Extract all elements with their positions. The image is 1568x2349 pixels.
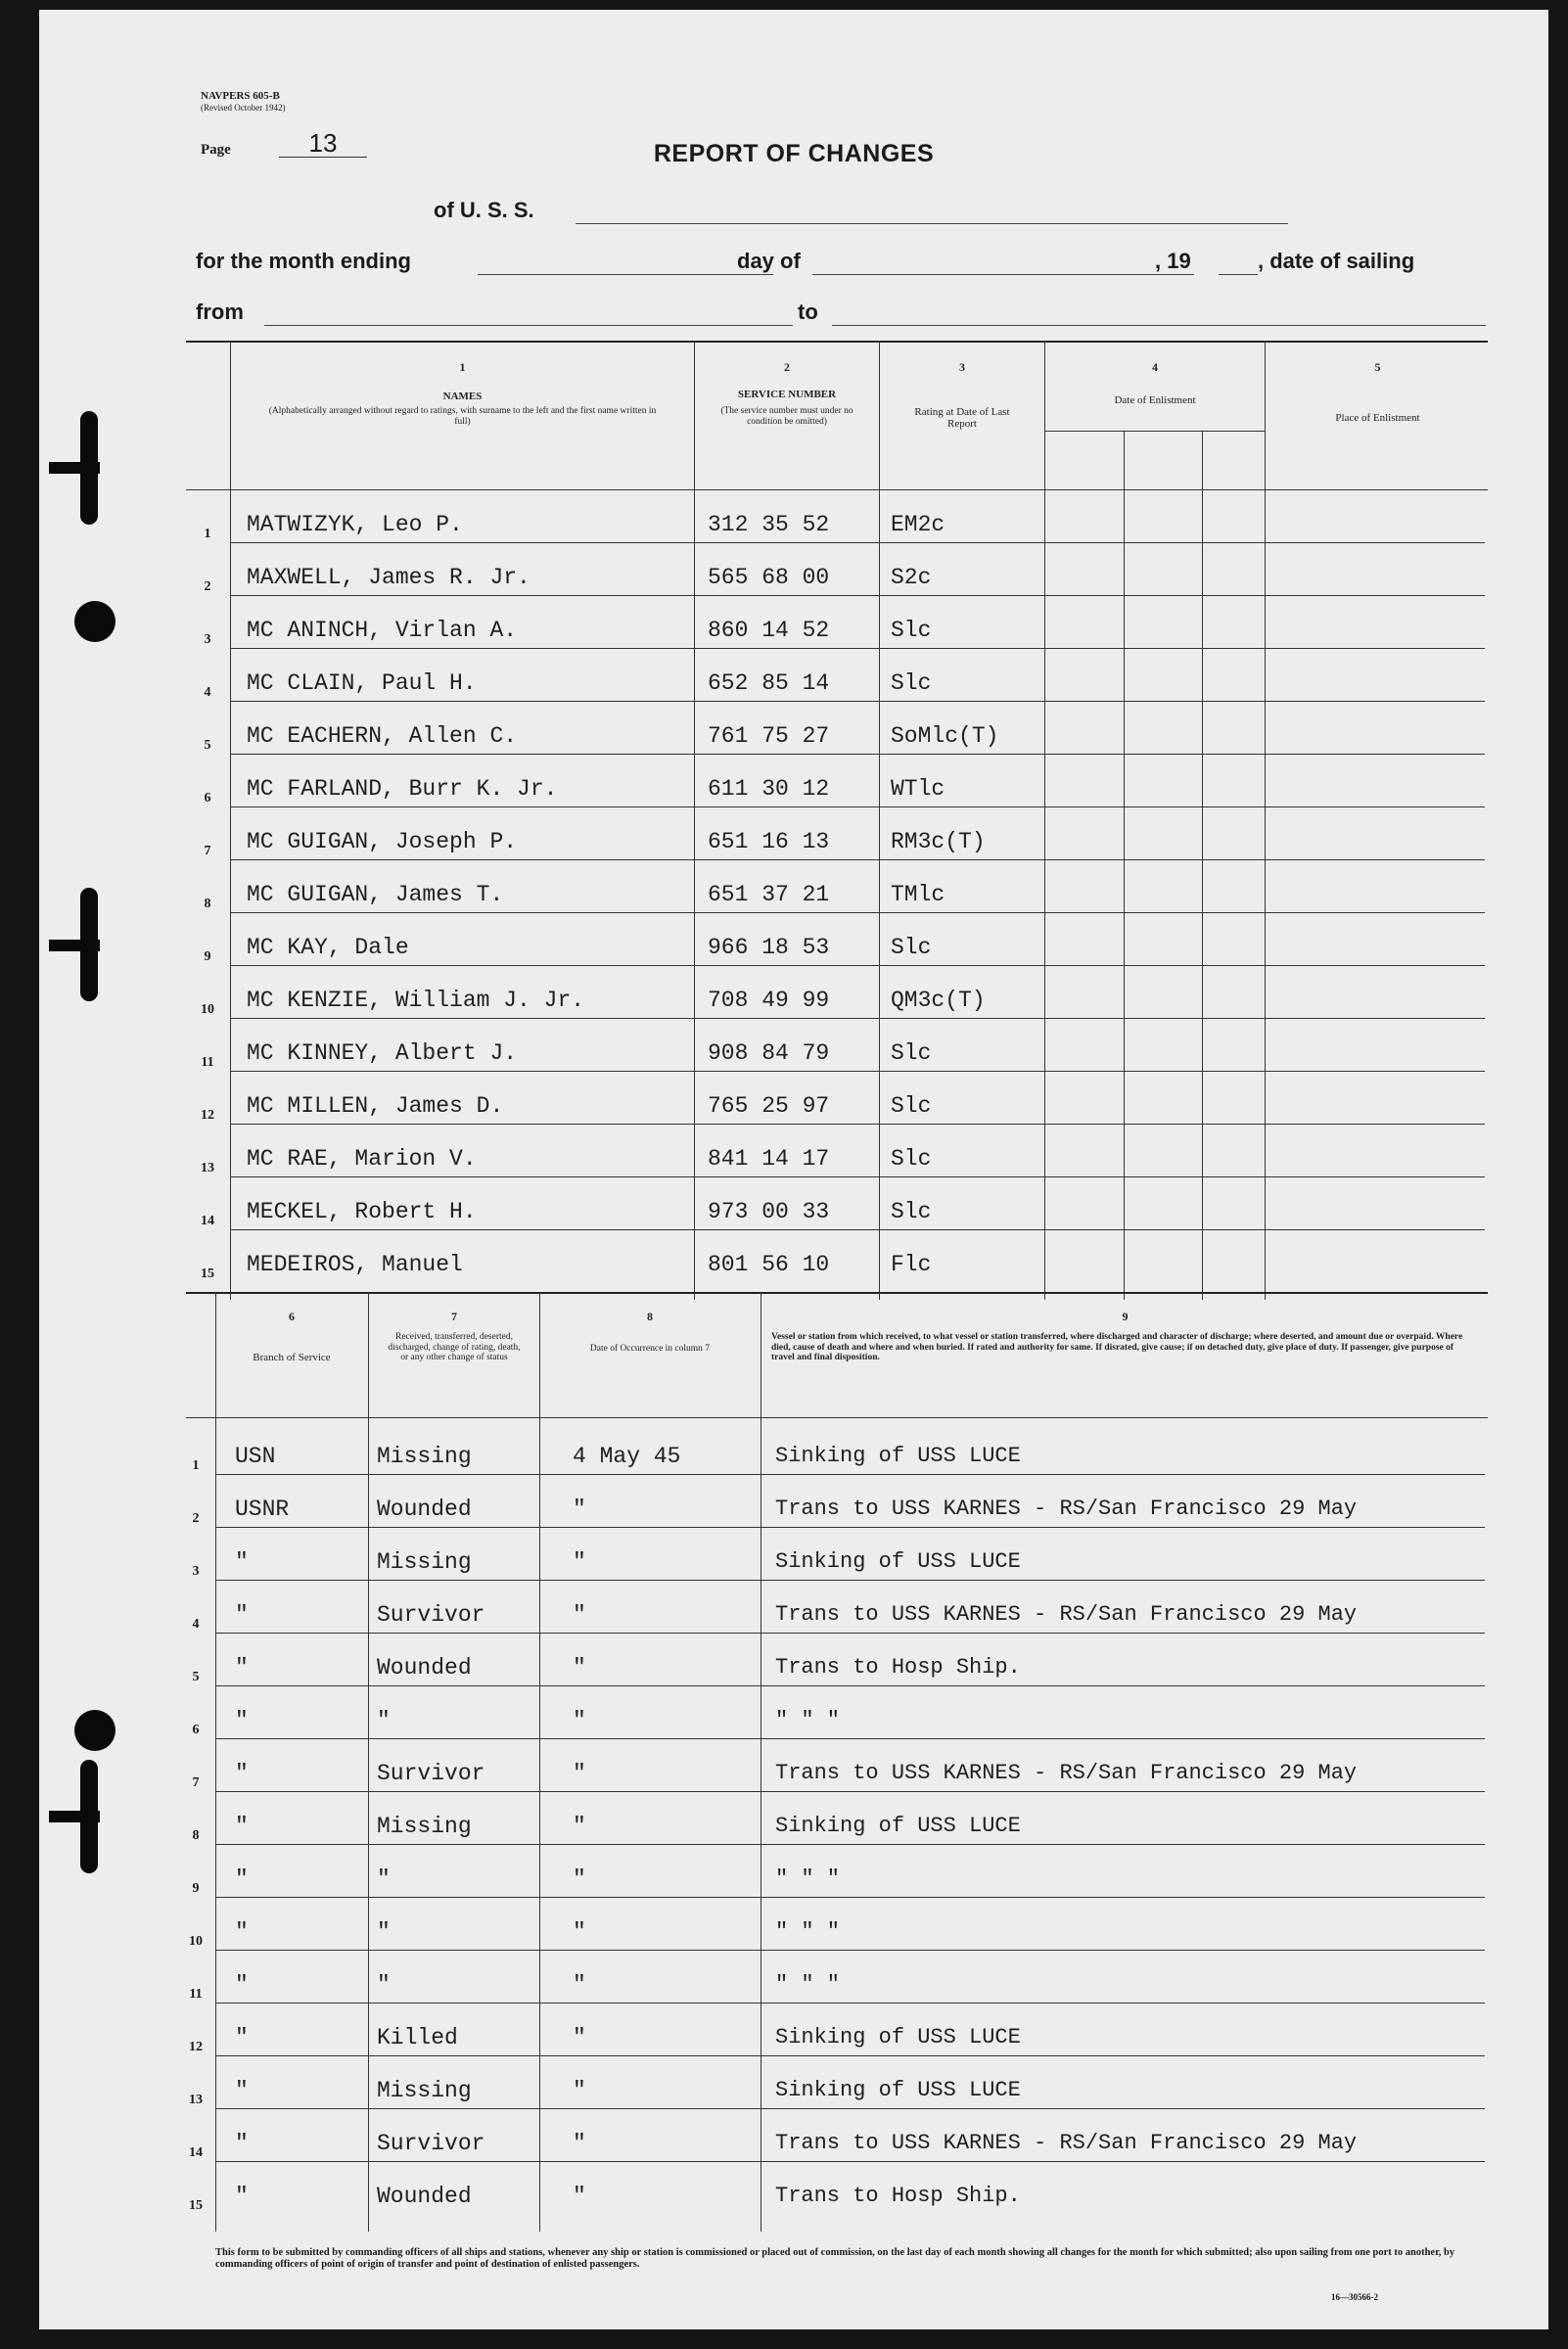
remarks-cell: Trans to USS KARNES - RS/San Francisco 29 May <box>775 1602 1358 1627</box>
status-cell: " <box>377 1866 391 1892</box>
upper-col-line-5 <box>1265 341 1266 1300</box>
lower-row-rule <box>215 1633 1485 1634</box>
header-names-number: 1 <box>459 360 466 374</box>
row-number: 10 <box>201 1002 214 1017</box>
row-number: 3 <box>192 1564 200 1579</box>
status-cell: Missing <box>377 2078 472 2103</box>
upper-row-rule <box>230 1018 1485 1019</box>
status-cell: Missing <box>377 1444 472 1469</box>
row-number: 1 <box>192 1458 200 1473</box>
lower-col-line-2 <box>368 1292 369 2232</box>
service-number-cell: 765 25 97 <box>708 1093 830 1119</box>
upper-row-rule <box>230 806 1485 807</box>
day-of-label: day of <box>737 249 801 273</box>
branch-cell: " <box>235 1972 249 1998</box>
branch-cell: " <box>235 1919 249 1945</box>
form-sheet <box>39 10 1548 2329</box>
ship-name-field <box>576 223 1288 224</box>
from-field <box>264 325 793 326</box>
upper-col-line-4a <box>1124 431 1125 1300</box>
date-cell: " <box>573 1708 586 1733</box>
header-service-number <box>697 360 877 427</box>
header-enlistment-place <box>1268 360 1488 424</box>
row-number: 5 <box>204 738 211 753</box>
row-number: 4 <box>192 1617 200 1632</box>
month-ending-label: for the month ending <box>196 249 411 273</box>
header-date-occurrence <box>542 1310 758 1355</box>
row-number: 12 <box>201 1108 214 1123</box>
service-number-cell: 841 14 17 <box>708 1146 830 1172</box>
upper-row-rule <box>230 595 1485 596</box>
branch-cell: " <box>235 2184 249 2209</box>
row-number: 8 <box>204 897 211 911</box>
remarks-cell: " " " <box>775 1708 841 1732</box>
service-number-cell: 801 56 10 <box>708 1252 830 1277</box>
date-cell: " <box>573 2131 586 2156</box>
date-cell: " <box>573 1814 586 1839</box>
row-number: 10 <box>189 1934 203 1949</box>
status-cell: Missing <box>377 1814 472 1839</box>
name-cell: MATWIZYK, Leo P. <box>247 512 463 537</box>
header-service-number-note: (The service number must under no condition be omitted) <box>720 406 853 427</box>
status-cell: " <box>377 1919 391 1945</box>
name-cell: MC GUIGAN, James T. <box>247 882 504 907</box>
upper-row-rule <box>230 859 1485 860</box>
upper-col-line-1 <box>230 341 231 1300</box>
lower-col-line-1 <box>215 1292 216 2232</box>
footer-form-code: 16—30566-2 <box>1331 2292 1378 2302</box>
service-number-cell: 565 68 00 <box>708 565 830 590</box>
name-cell: MC MILLEN, James D. <box>247 1093 504 1119</box>
form-title: REPORT OF CHANGES <box>653 140 935 167</box>
header-status-change-number: 7 <box>451 1310 457 1323</box>
punch-hole-1 <box>74 601 115 642</box>
enlistment-date-subrule <box>1044 431 1265 432</box>
row-number: 15 <box>189 2198 203 2213</box>
date-cell: " <box>573 1866 586 1892</box>
row-number: 15 <box>201 1267 214 1281</box>
upper-row-rule <box>230 912 1485 913</box>
day-of-field <box>812 274 1194 275</box>
upper-row-rule <box>230 965 1485 966</box>
branch-cell: " <box>235 1549 249 1575</box>
header-names-label: NAMES <box>442 391 483 402</box>
lower-row-rule <box>215 2161 1485 2162</box>
upper-header-bottom-rule <box>186 489 1488 490</box>
branch-cell: USN <box>235 1444 276 1469</box>
upper-row-rule <box>230 1071 1485 1072</box>
year-field <box>1219 274 1258 275</box>
row-number: 13 <box>201 1161 214 1175</box>
header-status-change-label: Received, transferred, deserted, discharged, change of rating, death, or any other change of status <box>388 1332 521 1362</box>
rating-cell: RM3c(T) <box>891 829 986 854</box>
service-number-cell: 708 49 99 <box>708 988 830 1013</box>
row-number: 5 <box>192 1670 200 1684</box>
branch-cell: " <box>235 1602 249 1628</box>
status-cell: Wounded <box>377 2184 472 2209</box>
date-cell: " <box>573 2078 586 2103</box>
date-cell: " <box>573 1549 586 1575</box>
row-number: 14 <box>201 1214 214 1228</box>
page-number: 13 <box>279 129 367 158</box>
header-remarks-number: 9 <box>1122 1310 1129 1323</box>
rating-cell: Slc <box>891 670 932 696</box>
service-number-cell: 908 84 79 <box>708 1040 830 1066</box>
service-number-cell: 651 16 13 <box>708 829 830 854</box>
rating-cell: S2c <box>891 565 932 590</box>
header-rating-label: Rating at Date of Last Report <box>914 406 1010 430</box>
rating-cell: QM3c(T) <box>891 988 986 1013</box>
header-date-occurrence-label: Date of Occurrence in column 7 <box>589 1344 711 1354</box>
name-cell: MC CLAIN, Paul H. <box>247 670 477 696</box>
row-number: 9 <box>204 949 211 964</box>
lower-table-top-rule <box>186 1292 1488 1294</box>
row-number: 1 <box>204 527 211 541</box>
branch-cell: " <box>235 1708 249 1733</box>
branch-cell: " <box>235 2025 249 2050</box>
to-field <box>832 325 1486 326</box>
branch-cell: " <box>235 2131 249 2156</box>
rating-cell: SoMlc(T) <box>891 723 999 749</box>
branch-cell: " <box>235 1761 249 1786</box>
date-of-sailing-label: , date of sailing <box>1258 249 1415 273</box>
status-cell: Missing <box>377 1549 472 1575</box>
lower-row-rule <box>215 1897 1485 1898</box>
remarks-cell: " " " <box>775 1866 841 1891</box>
header-rating-number: 3 <box>959 360 965 374</box>
row-number: 2 <box>192 1511 200 1526</box>
remarks-cell: Trans to Hosp Ship. <box>775 2184 1021 2208</box>
row-number: 3 <box>204 632 211 647</box>
service-number-cell: 860 14 52 <box>708 618 830 643</box>
header-date-occurrence-number: 8 <box>647 1310 653 1323</box>
header-names-note: (Alphabetically arranged without regard to ratings, with surname to the left and the first name written in full) <box>268 406 657 427</box>
to-label: to <box>798 299 818 324</box>
form-revision: (Revised October 1942) <box>201 103 286 113</box>
name-cell: MC KENZIE, William J. Jr. <box>247 988 585 1013</box>
branch-cell: " <box>235 1655 249 1681</box>
remarks-cell: " " " <box>775 1972 841 1997</box>
service-number-cell: 761 75 27 <box>708 723 830 749</box>
status-cell: Wounded <box>377 1497 472 1522</box>
branch-cell: " <box>235 2078 249 2103</box>
upper-table-top-rule <box>186 341 1488 343</box>
remarks-cell: Sinking of USS LUCE <box>775 1549 1021 1574</box>
status-cell: Survivor <box>377 1602 485 1628</box>
status-cell: Killed <box>377 2025 458 2050</box>
upper-col-line-4b <box>1202 431 1203 1300</box>
year-label: , 19 <box>1155 249 1191 273</box>
header-branch <box>218 1310 365 1363</box>
lower-row-rule <box>215 1738 1485 1739</box>
header-service-number-label: SERVICE NUMBER <box>737 389 837 400</box>
remarks-cell: Sinking of USS LUCE <box>775 1444 1021 1468</box>
date-cell: 4 May 45 <box>573 1444 681 1469</box>
upper-col-line-4 <box>1044 341 1045 1300</box>
upper-row-rule <box>230 701 1485 702</box>
remarks-cell: Sinking of USS LUCE <box>775 2078 1021 2102</box>
service-number-cell: 312 35 52 <box>708 512 830 537</box>
name-cell: MC EACHERN, Allen C. <box>247 723 518 749</box>
upper-row-rule <box>230 754 1485 755</box>
header-enlistment-place-label: Place of Enlistment <box>1335 412 1420 424</box>
remarks-cell: Trans to Hosp Ship. <box>775 1655 1021 1680</box>
form-number: NAVPERS 605-B <box>201 90 280 102</box>
row-number: 7 <box>192 1775 200 1790</box>
branch-cell: USNR <box>235 1497 290 1522</box>
rating-cell: Slc <box>891 935 932 960</box>
rating-cell: WTlc <box>891 776 945 802</box>
upper-row-rule <box>230 542 1485 543</box>
header-remarks-label: Vessel or station from which received, to what vessel or station transferred, where discharged and character of discharge; where deserted, and amount due or overpaid. Where died, cause of death and where and when buried. If rated and authority for same. If disrated, give cause; if on detached duty, give place of duty. If passenger, give purpose of travel and final disposition. <box>771 1332 1463 1362</box>
header-branch-label: Branch of Service <box>253 1352 331 1363</box>
lower-row-rule <box>215 2108 1485 2109</box>
lower-row-rule <box>215 1474 1485 1475</box>
date-cell: " <box>573 1602 586 1628</box>
row-number: 11 <box>201 1055 214 1070</box>
header-enlistment-place-number: 5 <box>1374 360 1381 374</box>
lower-row-rule <box>215 1950 1485 1951</box>
lower-header-bottom-rule <box>186 1417 1488 1418</box>
rating-cell: EM2c <box>891 512 945 537</box>
status-cell: Survivor <box>377 2131 485 2156</box>
footer-instructions: This form to be submitted by commanding officers of all ships and stations, whenever any ship or station is commissioned or placed out of commission, on the last day of each month showing all changes for the month for which submitted; also upon sailing from one port to another, by commanding officers of point of origin of transfer and point of destination of enlisted passengers. <box>215 2247 1455 2270</box>
date-cell: " <box>573 1919 586 1945</box>
row-number: 9 <box>192 1881 200 1896</box>
from-label: from <box>196 299 244 324</box>
row-number: 6 <box>204 791 211 806</box>
row-number: 14 <box>189 2145 203 2160</box>
service-number-cell: 966 18 53 <box>708 935 830 960</box>
header-enlistment-date <box>1047 360 1263 406</box>
lower-row-rule <box>215 1685 1485 1686</box>
status-cell: Survivor <box>377 1761 485 1786</box>
month-ending-field <box>478 274 773 275</box>
date-cell: " <box>573 1761 586 1786</box>
date-cell: " <box>573 2025 586 2050</box>
punch-hole-2 <box>74 1710 115 1751</box>
binder-clip-bottom-bar <box>49 1811 100 1822</box>
row-number: 12 <box>189 2040 203 2054</box>
status-cell: " <box>377 1708 391 1733</box>
remarks-cell: " " " <box>775 1919 841 1944</box>
page-label: Page <box>201 142 231 158</box>
name-cell: MECKEL, Robert H. <box>247 1199 477 1224</box>
row-number: 7 <box>204 844 211 858</box>
lower-col-line-3 <box>539 1292 540 2232</box>
rating-cell: Slc <box>891 1093 932 1119</box>
service-number-cell: 652 85 14 <box>708 670 830 696</box>
branch-cell: " <box>235 1814 249 1839</box>
row-number: 2 <box>204 579 211 594</box>
name-cell: MAXWELL, James R. Jr. <box>247 565 530 590</box>
lower-row-rule <box>215 2055 1485 2056</box>
header-service-number-number: 2 <box>784 360 790 374</box>
date-cell: " <box>573 1972 586 1998</box>
header-enlistment-date-number: 4 <box>1152 360 1158 374</box>
remarks-cell: Trans to USS KARNES - RS/San Francisco 29 May <box>775 2131 1358 2155</box>
rating-cell: Slc <box>891 1040 932 1066</box>
header-names <box>235 360 690 427</box>
upper-row-rule <box>230 648 1485 649</box>
service-number-cell: 973 00 33 <box>708 1199 830 1224</box>
name-cell: MEDEIROS, Manuel <box>247 1252 463 1277</box>
remarks-cell: Sinking of USS LUCE <box>775 2025 1021 2050</box>
status-cell: " <box>377 1972 391 1998</box>
rating-cell: TMlc <box>891 882 945 907</box>
service-number-cell: 651 37 21 <box>708 882 830 907</box>
branch-cell: " <box>235 1866 249 1892</box>
upper-row-rule <box>230 1124 1485 1125</box>
date-cell: " <box>573 1497 586 1522</box>
name-cell: MC GUIGAN, Joseph P. <box>247 829 518 854</box>
remarks-cell: Sinking of USS LUCE <box>775 1814 1021 1838</box>
header-rating <box>882 360 1042 430</box>
rating-cell: Slc <box>891 1199 932 1224</box>
lower-row-rule <box>215 1527 1485 1528</box>
lower-row-rule <box>215 1844 1485 1845</box>
name-cell: MC FARLAND, Burr K. Jr. <box>247 776 558 802</box>
name-cell: MC ANINCH, Virlan A. <box>247 618 518 643</box>
lower-row-rule <box>215 1580 1485 1581</box>
of-uss-label: of U. S. S. <box>434 198 534 222</box>
form-id <box>201 90 285 114</box>
header-branch-number: 6 <box>289 1310 295 1323</box>
upper-row-rule <box>230 1176 1485 1177</box>
header-remarks <box>765 1310 1485 1363</box>
upper-col-line-3 <box>879 341 880 1300</box>
header-status-change <box>371 1310 537 1363</box>
lower-row-rule <box>215 2003 1485 2004</box>
row-number: 13 <box>189 2093 203 2107</box>
row-number: 4 <box>204 685 211 700</box>
row-number: 6 <box>192 1723 200 1737</box>
name-cell: MC KAY, Dale <box>247 935 409 960</box>
name-cell: MC RAE, Marion V. <box>247 1146 477 1172</box>
lower-row-rule <box>215 1791 1485 1792</box>
rating-cell: Slc <box>891 618 932 643</box>
name-cell: MC KINNEY, Albert J. <box>247 1040 518 1066</box>
rating-cell: Flc <box>891 1252 932 1277</box>
remarks-cell: Trans to USS KARNES - RS/San Francisco 29 May <box>775 1497 1358 1521</box>
binder-clip-middle-bar <box>49 940 100 951</box>
upper-col-line-2 <box>694 341 695 1300</box>
binder-clip-top-bar <box>49 462 100 474</box>
header-enlistment-date-label: Date of Enlistment <box>1114 394 1196 406</box>
rating-cell: Slc <box>891 1146 932 1172</box>
service-number-cell: 611 30 12 <box>708 776 830 802</box>
date-cell: " <box>573 2184 586 2209</box>
upper-row-rule <box>230 1229 1485 1230</box>
row-number: 11 <box>189 1987 203 2002</box>
date-cell: " <box>573 1655 586 1681</box>
status-cell: Wounded <box>377 1655 472 1681</box>
remarks-cell: Trans to USS KARNES - RS/San Francisco 29 May <box>775 1761 1358 1785</box>
row-number: 8 <box>192 1828 200 1843</box>
